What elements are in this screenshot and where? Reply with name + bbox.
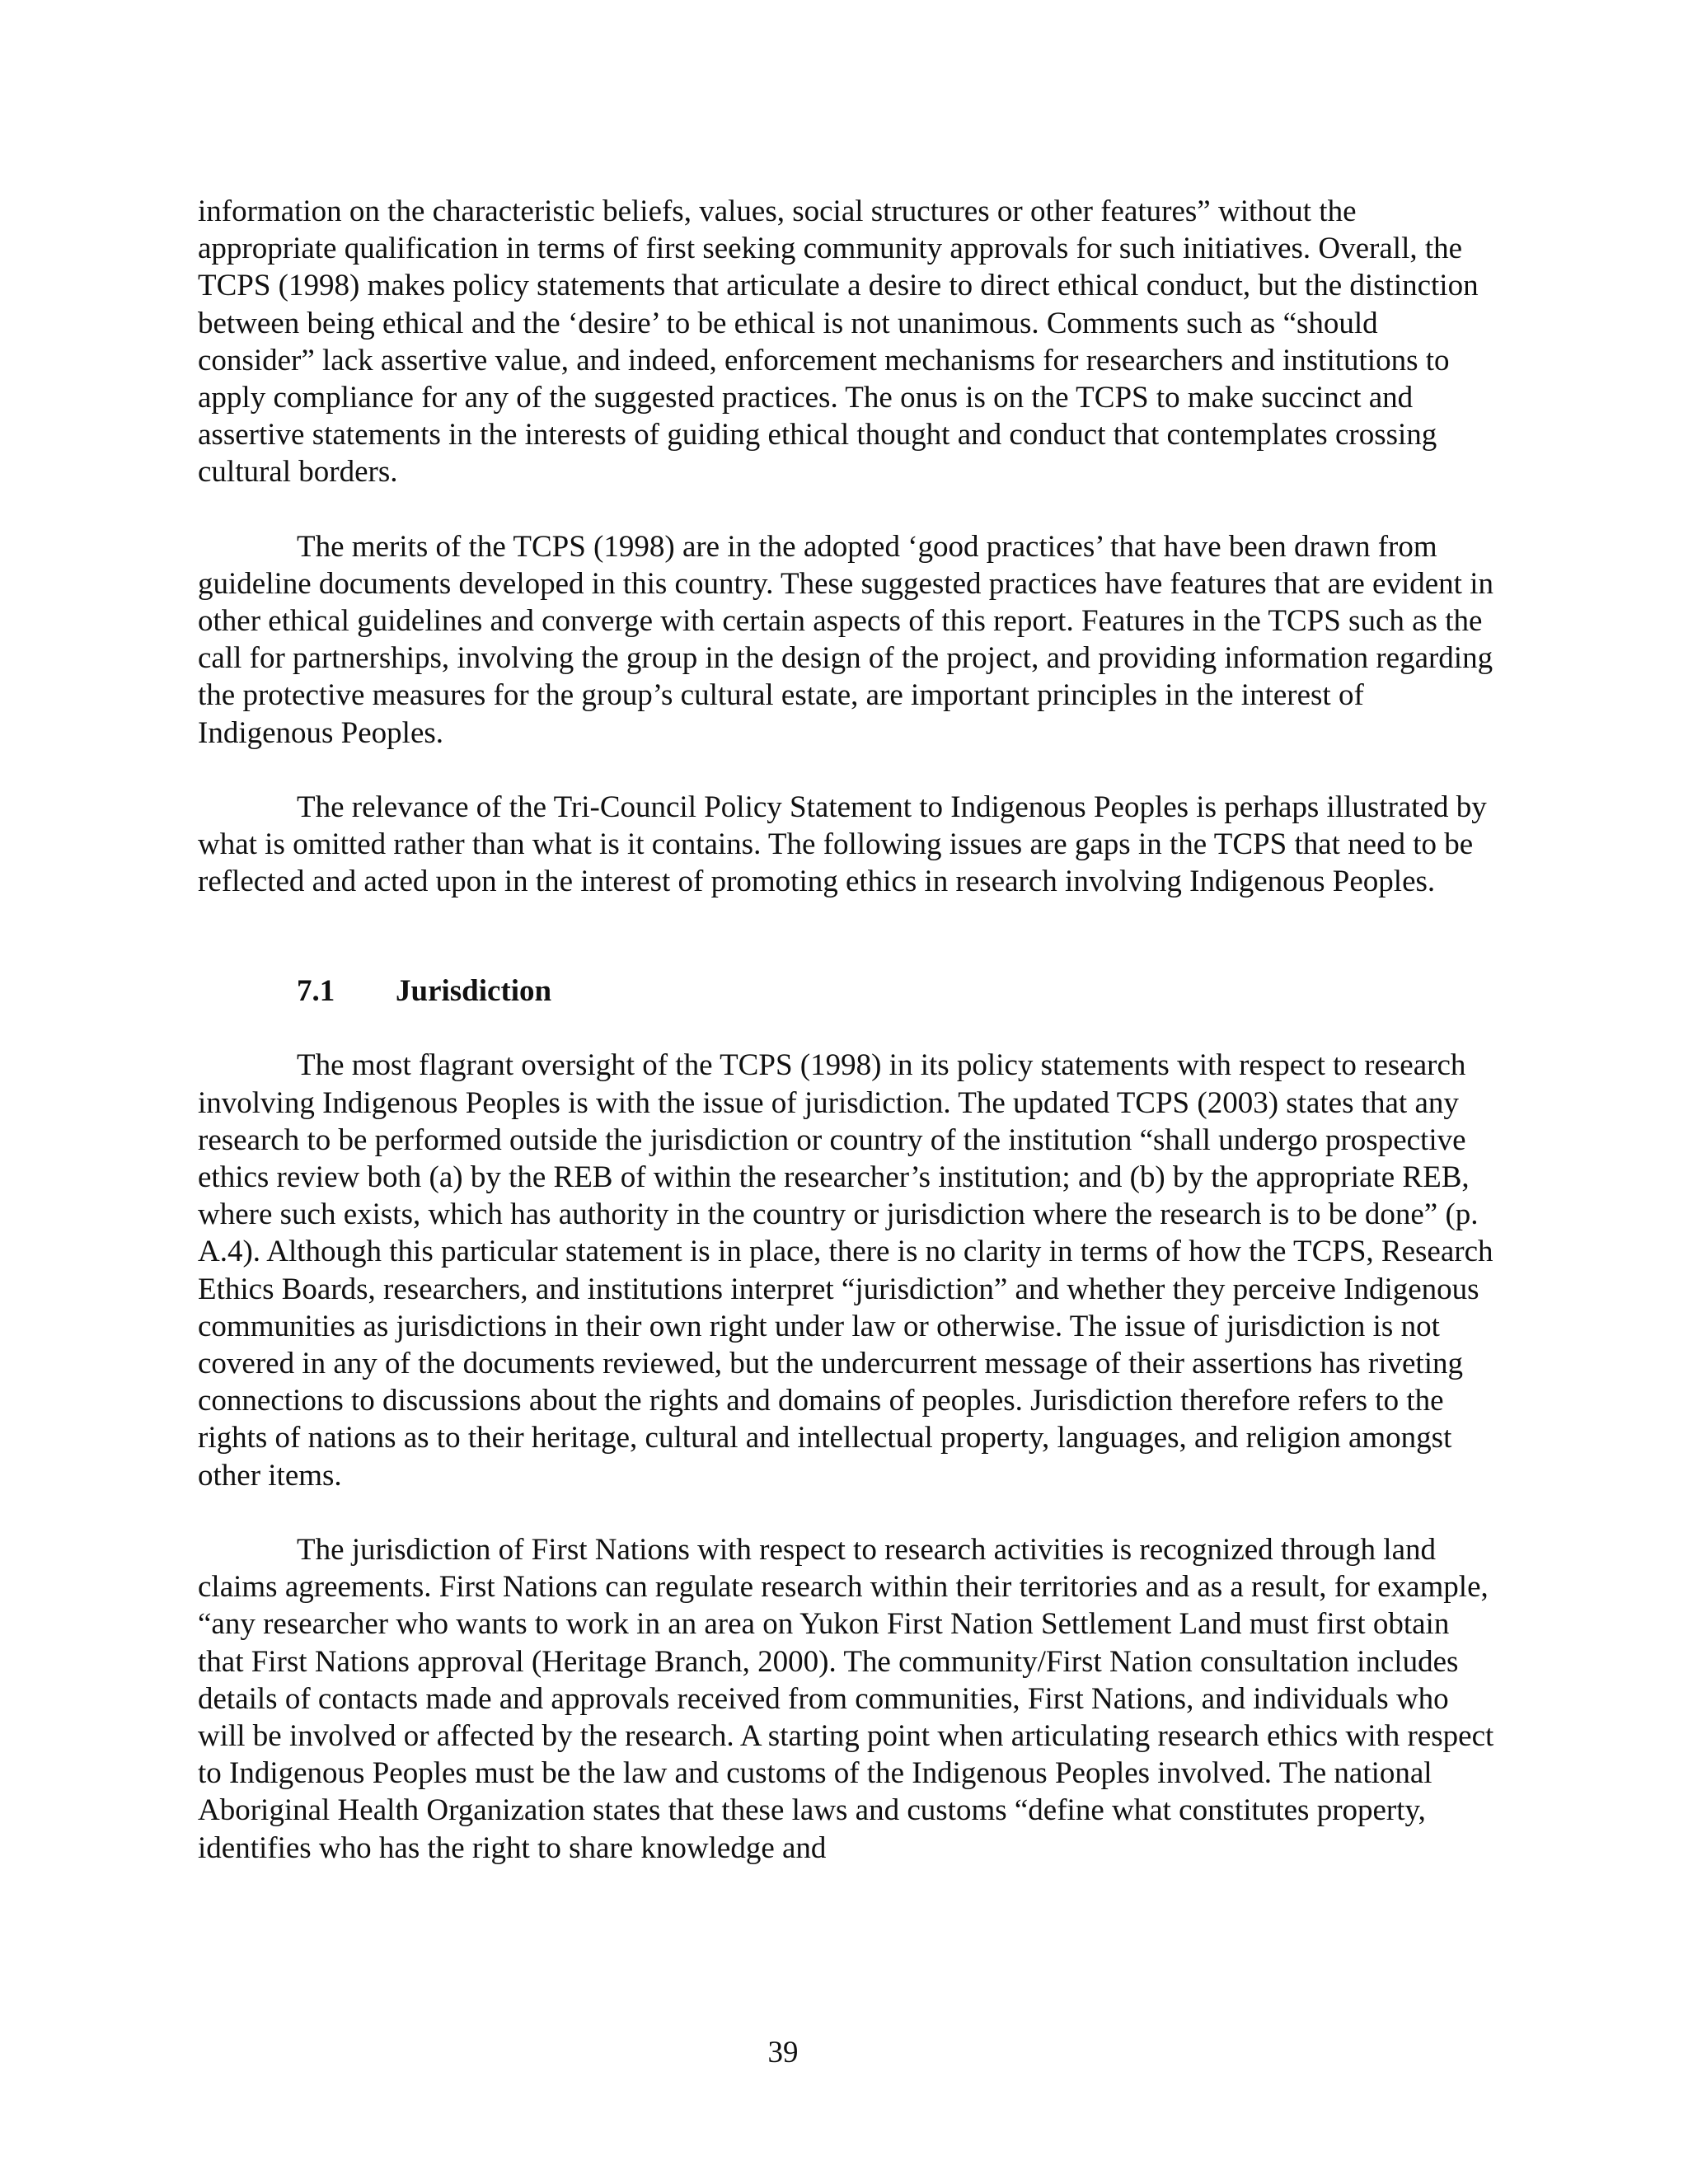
section-gap	[198, 900, 1500, 972]
paragraph-relevance: The relevance of the Tri-Council Policy Statement to Indigenous Peoples is perhaps illustrated by what is omitted rather than what is it contains. The following issues are gaps in the TCPS that need to be reflected and acted upon in the interest of promoting ethics in research involving Indigenous Peoples.	[198, 790, 1487, 899]
paragraph-gap	[198, 1010, 1500, 1047]
paragraph-jurisdiction-oversight: The most flagrant oversight of the TCPS (1998) in its policy statements with respect to research involving Indigenous Peoples is with the issue of jurisdiction. The updated TCPS (2003) states that any research to be performed outside the jurisdiction or country of the institution “shall undergo prospective ethics review both (a) by the REB of within the researcher’s institution; and (b) by the appropriate REB, where such exists, which has authority in the country or jurisdiction where the research is to be done” (p. A.4). Although this particular statement is in place, there is no clarity in terms of how the TCPS, Research Ethics Boards, researchers, and institutions interpret “jurisdiction” and whether they perceive Indigenous communities as jurisdictions in their own right under law or otherwise. The issue of jurisdiction is not covered in any of the documents reviewed, but the undercurrent message of their assertions has riveting connections to discussions about the rights and domains of peoples. Jurisdiction therefore refers to the rights of nations as to their heritage, cultural and intellectual property, languages, and religion amongst other items.	[198, 1048, 1493, 1493]
paragraph-merits: The merits of the TCPS (1998) are in the adopted ‘good practices’ that have been drawn from guideline documents developed in this country. These suggested practices have features that are evident in other ethical guidelines and converge with certain aspects of this report. Features in the TCPS such as the call for partnerships, involving the group in the design of the project, and providing information regarding the protective measures for the group’s cultural estate, are important principles in the interest of Indigenous Peoples.	[198, 529, 1493, 750]
paragraph-gap	[198, 1494, 1500, 1531]
paragraph-gap	[198, 491, 1500, 528]
paragraph-continued: information on the characteristic beliefs, values, social structures or other features” without the appropriate qualification in terms of first seeking community approvals for such initiatives. Overall, the TCPS (1998) makes policy statements that articulate a desire to direct ethical conduct, but the distinction between being ethical and the ‘desire’ to be ethical is not unanimous. Comments such as “should consider” lack assertive value, and indeed, enforcement mechanisms for researchers and institutions to apply compliance for any of the suggested practices. The onus is on the TCPS to make succinct and assertive statements in the interests of guiding ethical thought and conduct that contemplates crossing cultural borders.	[198, 194, 1479, 490]
section-heading	[198, 972, 1500, 1010]
page-number: 39	[767, 2036, 799, 2069]
document-page	[198, 193, 1500, 1867]
section-number: 7.1	[297, 974, 335, 1009]
paragraph-jurisdiction-first-nations: The jurisdiction of First Nations with respect to research activities is recognized through land claims agreements. First Nations can regulate research within their territories and as a result, for example, “any researcher who wants to work in an area on Yukon First Nation Settlement Land must first obtain that First Nations approval (Heritage Branch, 2000). The community/First Nation consultation includes details of contacts made and approvals received from communities, First Nations, and individuals who will be involved or affected by the research. A starting point when articulating research ethics with respect to Indigenous Peoples must be the law and customs of the Indigenous Peoples involved. The national Aboriginal Health Organization states that these laws and customs “define what constitutes property, identifies who has the right to share knowledge and	[198, 1532, 1494, 1865]
paragraph-gap	[198, 752, 1500, 789]
section-title: Jurisdiction	[396, 974, 552, 1009]
